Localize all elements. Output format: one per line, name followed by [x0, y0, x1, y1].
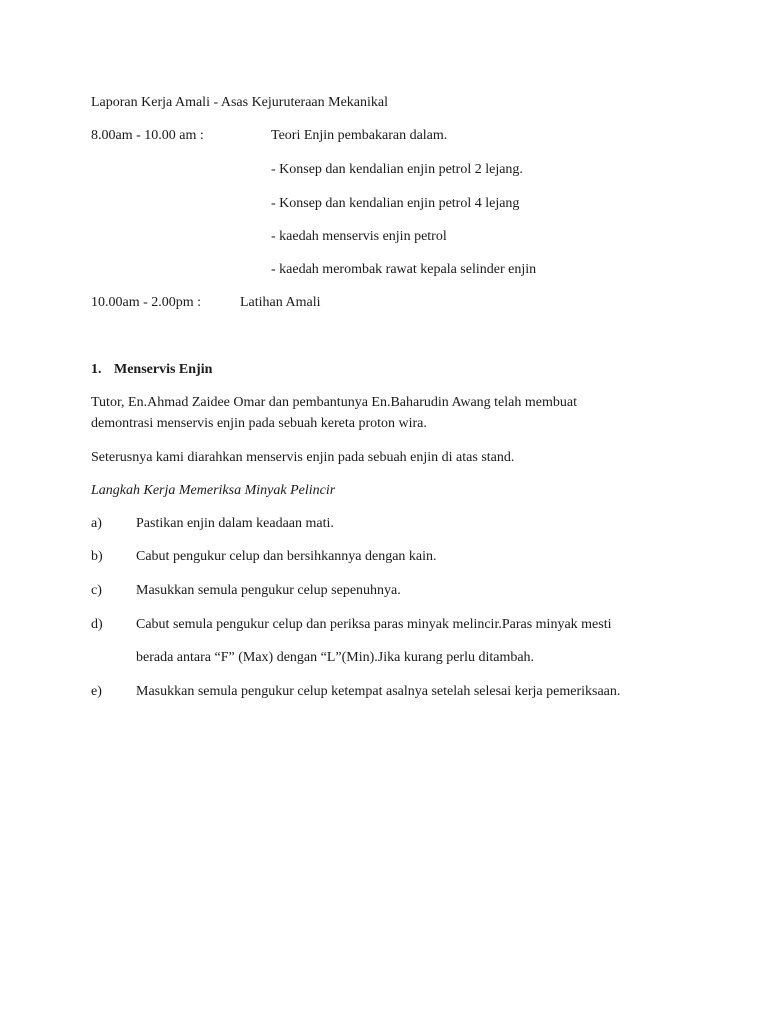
schedule-topic-2: Latihan Amali	[240, 295, 321, 310]
schedule-subitem: - Konsep dan kendalian enjin petrol 4 lejang	[271, 196, 520, 211]
schedule-subitem: - kaedah merombak rawat kepala selinder enjin	[271, 262, 537, 277]
paragraph-line: demontrasi menservis enjin pada sebuah kereta proton wira.	[91, 416, 427, 431]
paragraph-line: Tutor, En.Ahmad Zaidee Omar dan pembantunya En.Baharudin Awang telah membuat	[91, 395, 577, 410]
schedule-time-1: 8.00am - 10.00 am :	[91, 128, 204, 143]
schedule-time-2: 10.00am - 2.00pm :	[91, 295, 202, 310]
step-text: Cabut pengukur celup dan bersihkannya dengan kain.	[136, 549, 437, 564]
report-title: Laporan Kerja Amali - Asas Kejuruteraan Mekanikal	[91, 95, 389, 110]
step-label: c)	[91, 583, 102, 598]
section-number: 1.	[91, 362, 102, 377]
step-text: Masukkan semula pengukur celup ketempat asalnya setelah selesai kerja pemeriksaan.	[136, 684, 621, 699]
paragraph: Seterusnya kami diarahkan menservis enjin pada sebuah enjin di atas stand.	[91, 450, 515, 465]
step-text: Pastikan enjin dalam keadaan mati.	[136, 516, 334, 531]
step-text: Masukkan semula pengukur celup sepenuhnya.	[136, 583, 401, 598]
section-heading: Menservis Enjin	[114, 362, 213, 377]
step-label: a)	[91, 516, 102, 531]
step-text-continued: berada antara “F” (Max) dengan “L”(Min).Jika kurang perlu ditambah.	[136, 650, 535, 665]
subheading: Langkah Kerja Memeriksa Minyak Pelincir	[91, 483, 336, 498]
step-label: e)	[91, 684, 102, 699]
step-label: b)	[91, 549, 103, 564]
schedule-subitem: - Konsep dan kendalian enjin petrol 2 lejang.	[271, 162, 523, 177]
schedule-subitem: - kaedah menservis enjin petrol	[271, 229, 447, 244]
step-text: Cabut semula pengukur celup dan periksa paras minyak melincir.Paras minyak mesti	[136, 617, 612, 632]
schedule-topic-1: Teori Enjin pembakaran dalam.	[271, 128, 448, 143]
step-label: d)	[91, 617, 103, 632]
